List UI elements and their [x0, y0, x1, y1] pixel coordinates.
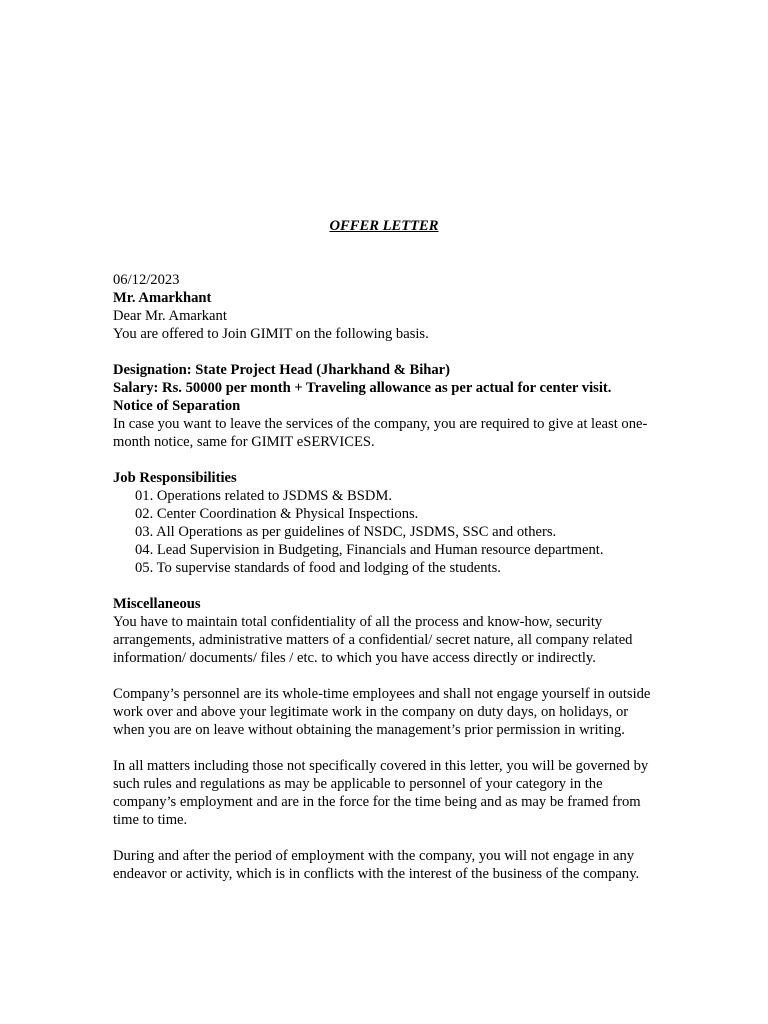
designation: Designation: State Project Head (Jharkhand & Bihar)	[113, 362, 450, 378]
responsibilities-heading: Job Responsibilities	[113, 470, 237, 486]
list-item: 04. Lead Supervision in Budgeting, Financials and Human resource department.	[135, 542, 604, 558]
letter-body	[113, 271, 658, 883]
misc-paragraph: You have to maintain total confidentiality of all the process and know-how, security arrangements, administrative matters of a confidential/ secret nature, all company related information/ documents/ files / etc. to which you have access directly or indirectly.	[113, 614, 633, 666]
notice-text: In case you want to leave the services of the company, you are required to give at least one-month notice, same for GIMIT eSERVICES.	[113, 416, 648, 450]
recipient-name: Mr. Amarkhant	[113, 290, 212, 306]
letter-date: 06/12/2023	[113, 272, 180, 288]
list-item: 05. To supervise standards of food and lodging of the students.	[135, 560, 501, 576]
salutation: Dear Mr. Amarkant	[113, 308, 227, 324]
misc-heading: Miscellaneous	[113, 596, 201, 612]
salary: Salary: Rs. 50000 per month + Traveling allowance as per actual for center visit.	[113, 380, 612, 396]
letter-title: OFFER LETTER	[329, 218, 439, 234]
misc-paragraph: During and after the period of employment with the company, you will not engage in any endeavor or activity, which is in conflicts with the interest of the business of the company.	[113, 848, 640, 882]
list-item: 02. Center Coordination & Physical Inspections.	[135, 506, 419, 522]
responsibilities-list	[113, 487, 658, 577]
notice-heading: Notice of Separation	[113, 398, 241, 414]
list-item: 01. Operations related to JSDMS & BSDM.	[135, 488, 393, 504]
misc-paragraph: Company’s personnel are its whole-time employees and shall not engage yourself in outside work over and above your legitimate work in the company on duty days, on holidays, or when you are on leave without obtaining the management’s prior permission in writing.	[113, 686, 651, 738]
misc-paragraph: In all matters including those not specifically covered in this letter, you will be governed by such rules and regulations as may be applicable to personnel of your category in the company’s employment and are in the force for the time being and as may be framed from time to time.	[113, 758, 649, 828]
intro-text: You are offered to Join GIMIT on the following basis.	[113, 326, 429, 342]
list-item: 03. All Operations as per guidelines of NSDC, JSDMS, SSC and others.	[135, 524, 557, 540]
